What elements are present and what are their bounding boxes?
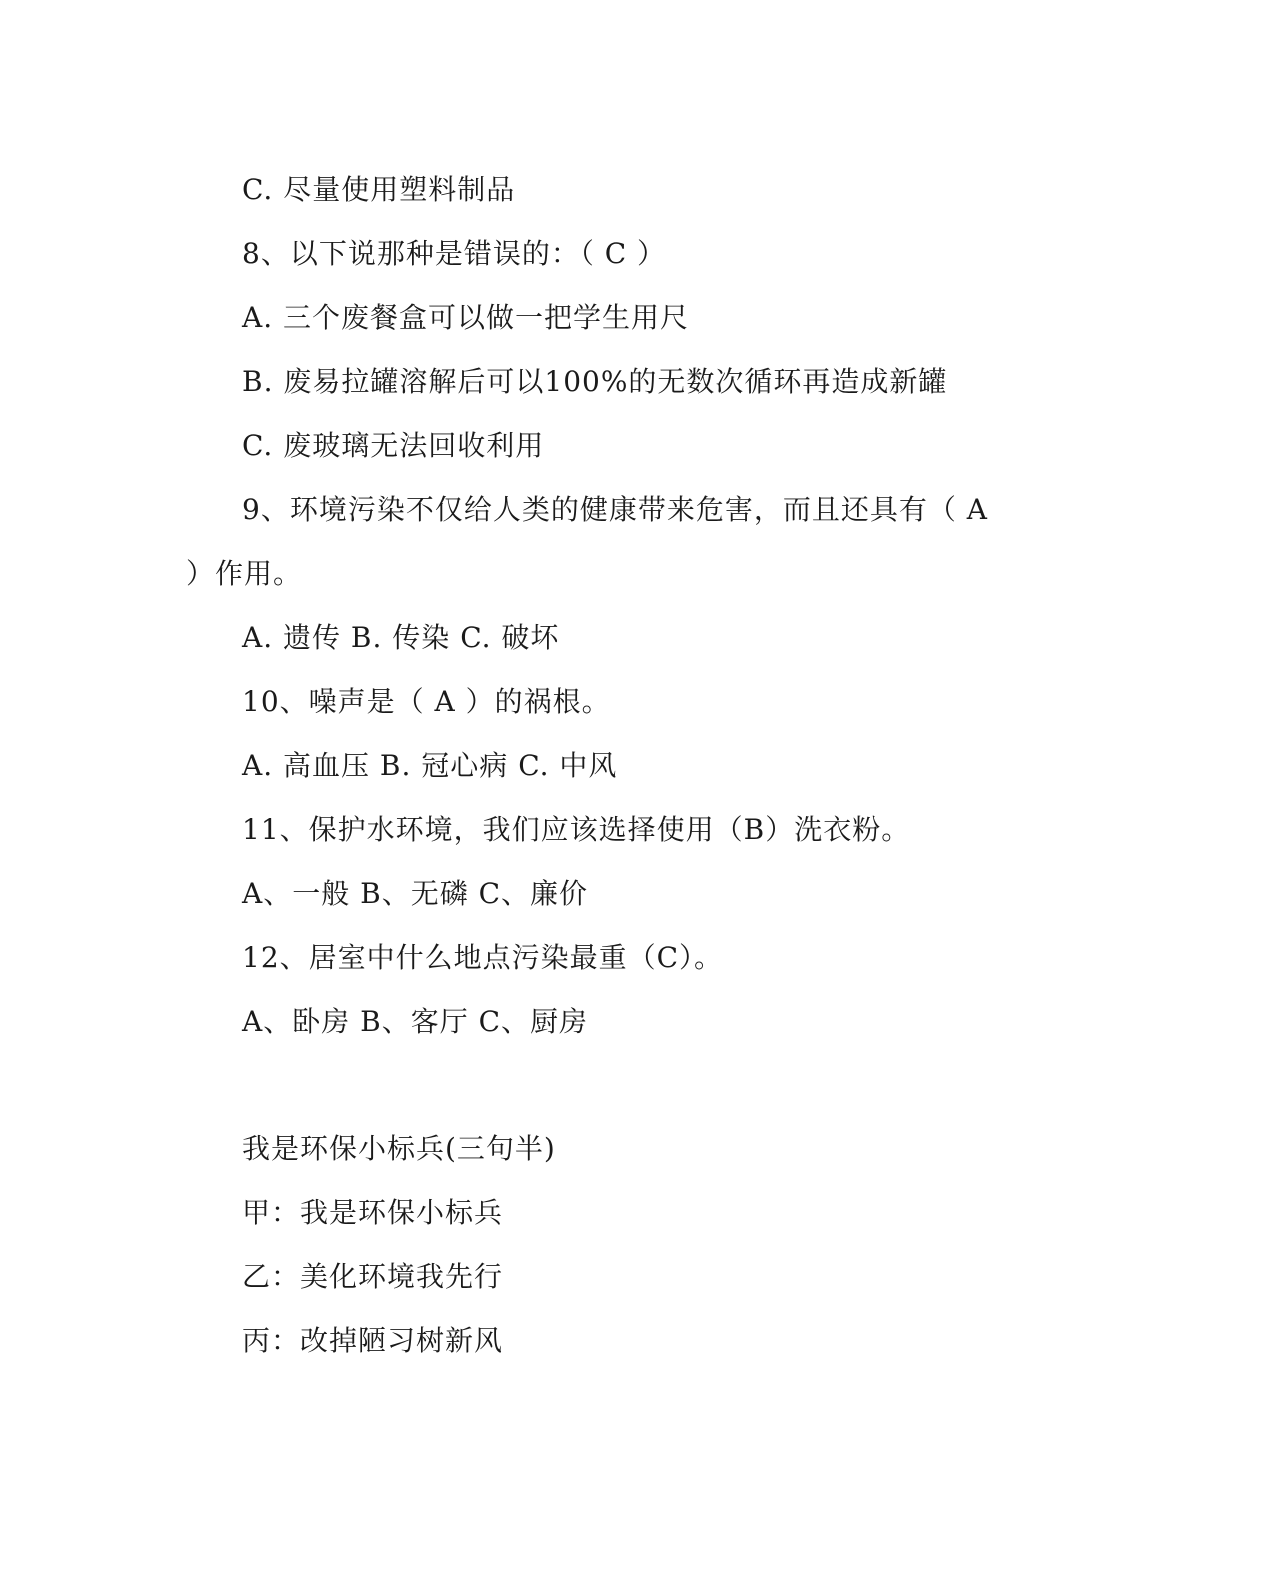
question-10: 10、噪声是（ A ）的祸根。 xyxy=(242,685,611,718)
question-8: 8、以下说那种是错误的：（ C ） xyxy=(242,237,667,270)
text-line: B. 废易拉罐溶解后可以100%的无数次循环再造成新罐 xyxy=(242,365,948,398)
text-line: A、一般 B、无磷 C、廉价 xyxy=(242,877,589,910)
question-9: 9、环境污染不仅给人类的健康带来危害，而且还具有（ A xyxy=(242,493,988,526)
text-line: C. 尽量使用塑料制品 xyxy=(242,173,516,206)
text-line: 丙：改掉陋习树新风 xyxy=(242,1324,504,1357)
text-line: A、卧房 B、客厅 C、厨房 xyxy=(242,1005,589,1038)
section-title: 我是环保小标兵(三句半) xyxy=(242,1132,556,1165)
question-12: 12、居室中什么地点污染最重（C）。 xyxy=(242,941,724,974)
text-line: 甲：我是环保小标兵 xyxy=(242,1196,504,1229)
text-line: A. 三个废餐盒可以做一把学生用尺 xyxy=(242,301,690,334)
text-line: A. 高血压 B. 冠心病 C. 中风 xyxy=(242,749,618,782)
question-9-continued: ）作用。 xyxy=(186,557,303,590)
question-11: 11、保护水环境，我们应该选择使用（B）洗衣粉。 xyxy=(242,813,911,846)
text-line: A. 遗传 B. 传染 C. 破坏 xyxy=(242,621,560,654)
text-line: C. 废玻璃无法回收利用 xyxy=(242,429,545,462)
text-line: 乙：美化环境我先行 xyxy=(242,1260,504,1293)
